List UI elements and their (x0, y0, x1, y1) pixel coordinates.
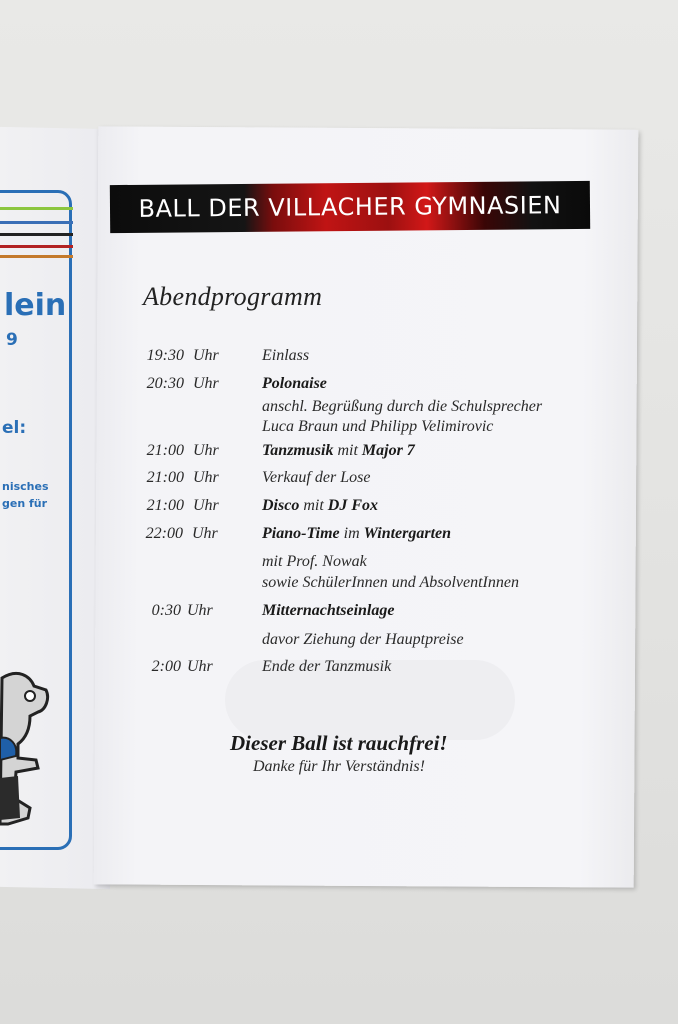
program-heading: Abendprogramm (143, 282, 323, 311)
program-title: Ende der Tanzmusik (262, 658, 392, 675)
program-time-unit: Uhr (187, 602, 213, 619)
stripe-black (0, 233, 73, 236)
program-title-bold: Wintergarten (363, 525, 452, 542)
mascot-illustration (0, 668, 52, 838)
stripe-green (0, 207, 73, 210)
program-title-bold: Polonaise (262, 375, 327, 392)
program-time-unit: Uhr (192, 525, 218, 542)
banner-title: BALL DER VILLACHER GYMNASIEN (138, 191, 562, 223)
left-page-label-fragment: el: (2, 418, 27, 438)
program-title-bold: Major 7 (361, 442, 415, 459)
program-time: 21:00 (146, 469, 184, 486)
stripe-red (0, 245, 73, 248)
program-detail: sowie SchülerInnen und AbsolventInnen (262, 574, 519, 591)
program-title-connector: mit (333, 442, 362, 459)
left-page-title-fragment: lein (4, 288, 67, 323)
program-title (262, 525, 451, 543)
program-title-bold: Tanzmusik (262, 442, 334, 459)
program-title (262, 602, 394, 620)
program-time-unit: Uhr (187, 658, 213, 675)
left-page-small-text-2: gen für (2, 497, 48, 510)
program-time-unit: Uhr (193, 442, 219, 459)
program-detail: Luca Braun und Philipp Velimirovic (262, 418, 494, 435)
stripe-blue (0, 221, 73, 224)
program-time-unit: Uhr (193, 347, 219, 364)
program-time: 19:30 (146, 347, 184, 364)
program-title-connector: im (339, 525, 364, 542)
program-title (262, 497, 378, 515)
program-time: 20:30 (146, 375, 184, 392)
left-page-small-text-1: nisches (2, 480, 49, 493)
program-time-unit: Uhr (193, 497, 219, 514)
footer-title: Dieser Ball ist rauchfrei! (230, 731, 448, 755)
program-detail: mit Prof. Nowak (262, 553, 367, 570)
program-title-bold: Mitternachtseinlage (262, 602, 395, 619)
program-time: 21:00 (146, 497, 184, 514)
program-time-unit: Uhr (193, 375, 219, 392)
program-title (262, 442, 415, 460)
stripe-orange (0, 255, 73, 258)
program-time: 22:00 (145, 525, 183, 542)
title-banner (110, 181, 590, 233)
program-time-unit: Uhr (193, 469, 219, 486)
program-time: 0:30 (151, 602, 181, 619)
program-title (262, 375, 327, 393)
program-title-bold: Piano-Time (262, 525, 340, 542)
left-page-number-fragment: 9 (6, 330, 18, 350)
program-title-bold: DJ Fox (327, 497, 379, 514)
program-title-connector: mit (299, 497, 328, 514)
program-time: 21:00 (146, 442, 184, 459)
program-detail: davor Ziehung der Hauptpreise (262, 631, 464, 648)
program-title-bold: Disco (262, 497, 300, 514)
footer-subtitle: Danke für Ihr Verständnis! (253, 758, 425, 775)
program-title: Einlass (262, 347, 310, 364)
program-title: Verkauf der Lose (262, 469, 371, 486)
program-detail: anschl. Begrüßung durch die Schulsprecher (262, 398, 543, 415)
program-time: 2:00 (151, 658, 181, 675)
